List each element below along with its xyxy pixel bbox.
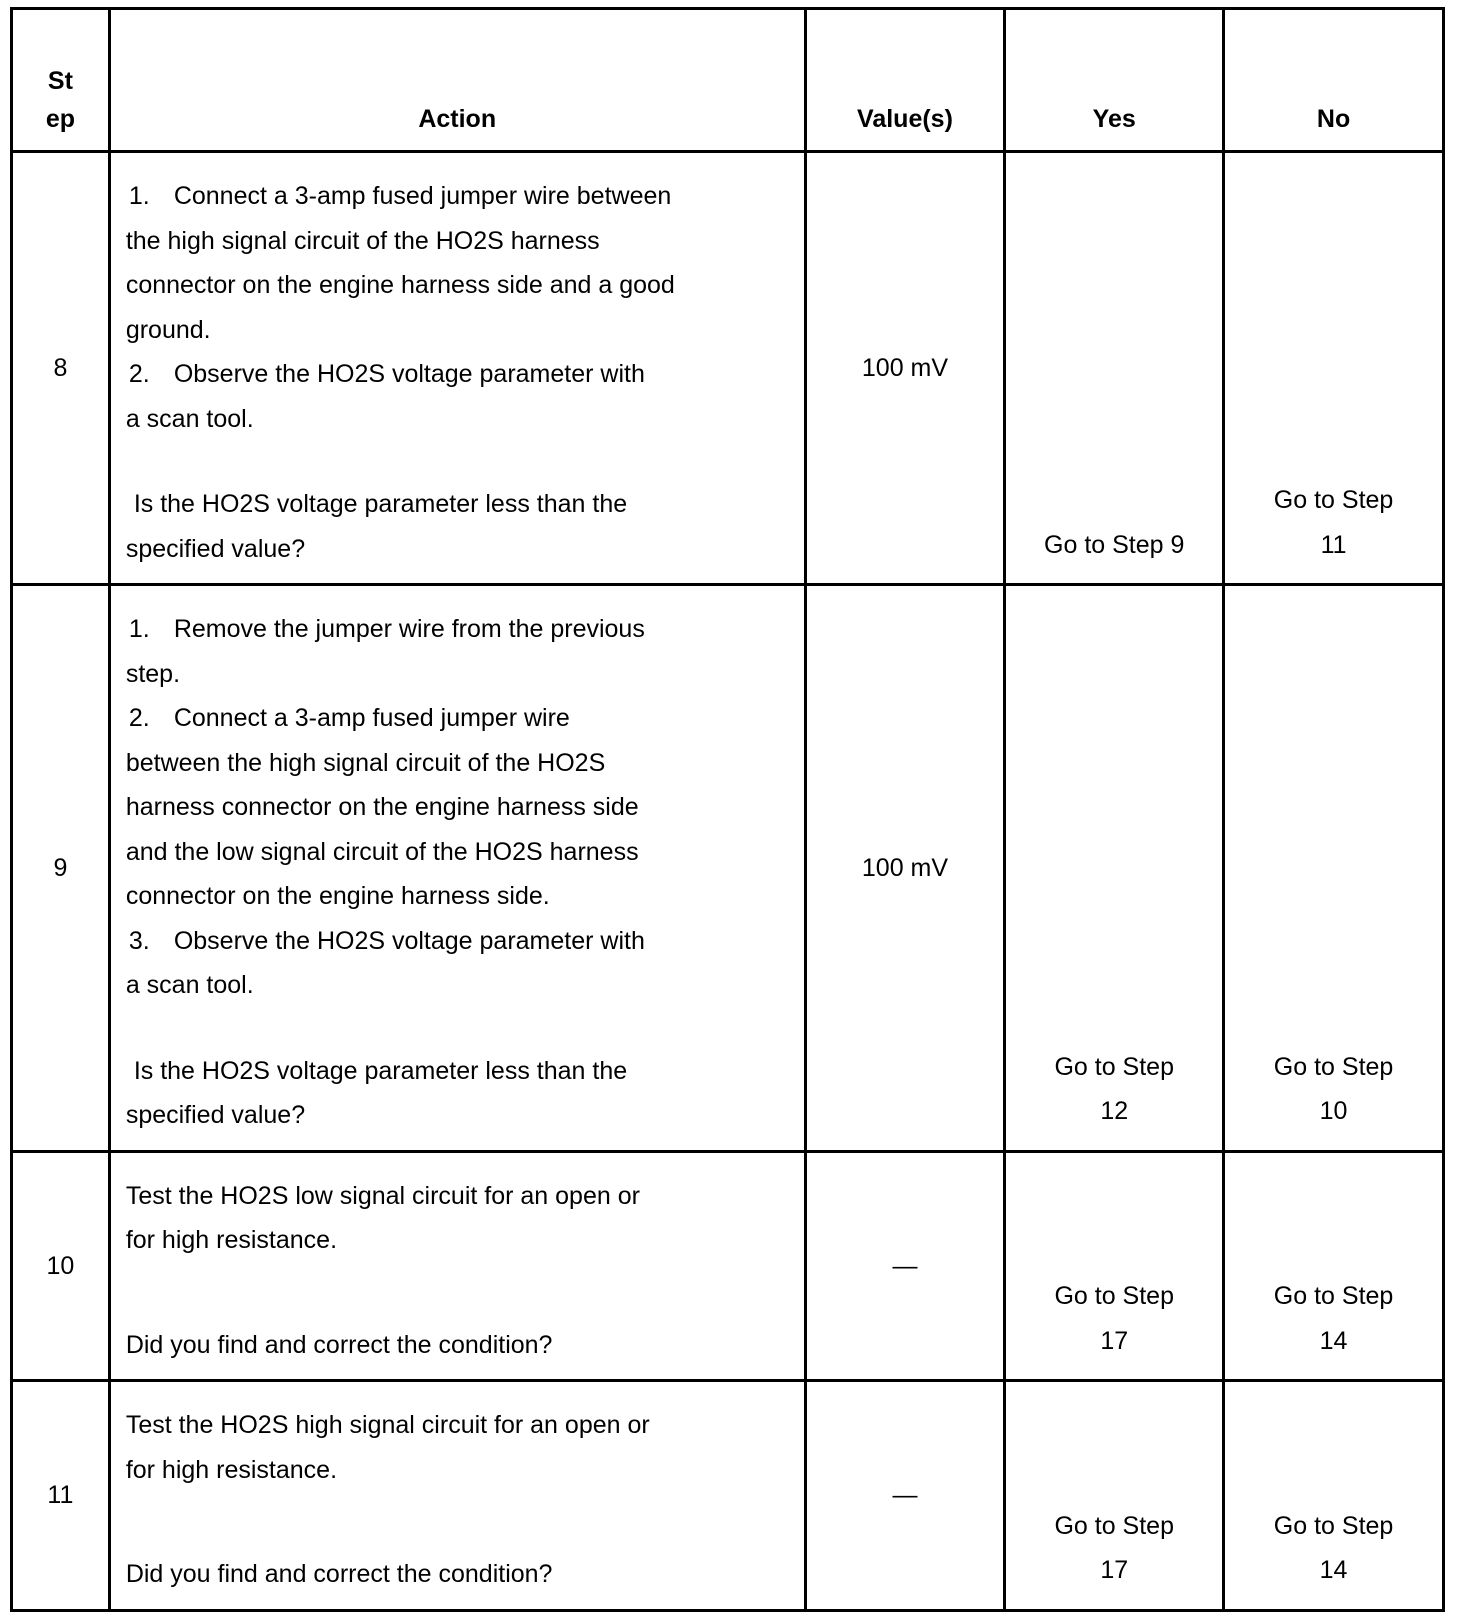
question-line: Is the HO2S voltage parameter less than the xyxy=(133,490,628,518)
action-item-line: the high signal circuit of the HO2S harness xyxy=(125,226,600,255)
action-cell xyxy=(109,585,805,1152)
action-text-line: Test the HO2S low signal circuit for an open or xyxy=(125,1181,640,1210)
yes-go-to: Go to Step xyxy=(1054,1511,1174,1540)
step-number: 8 xyxy=(12,152,110,585)
no-step-number: 14 xyxy=(1319,1556,1348,1584)
action-item-line: harness connector on the engine harness side xyxy=(125,793,639,821)
action-item-line: 3. Observe the HO2S voltage parameter with xyxy=(128,926,645,955)
value-cell: — xyxy=(805,1151,1005,1381)
action-item-line: 2. Connect a 3-amp fused jumper wire xyxy=(128,704,570,732)
no-cell xyxy=(1224,1381,1444,1611)
yes-cell xyxy=(1005,585,1224,1152)
question-line: Did you find and correct the condition? xyxy=(125,1330,553,1359)
no-step-number: 10 xyxy=(1319,1097,1348,1125)
yes-go-to: Go to Step xyxy=(1054,1052,1174,1081)
yes-go-to: Go to Step xyxy=(1054,1282,1174,1310)
yes-cell xyxy=(1005,1381,1224,1611)
step-number: 9 xyxy=(12,585,110,1152)
header-no: No xyxy=(1224,9,1444,152)
question-line: Did you find and correct the condition? xyxy=(125,1560,553,1588)
header-value: Value(s) xyxy=(805,9,1005,152)
no-step-number: 11 xyxy=(1320,530,1347,559)
table-row xyxy=(12,1381,1444,1611)
no-cell xyxy=(1224,1151,1444,1381)
table-row xyxy=(12,585,1444,1152)
action-item-line: 1. Connect a 3-amp fused jumper wire between xyxy=(128,182,672,210)
action-item-line: between the high signal circuit of the HO2S xyxy=(125,748,606,777)
action-text-line: Test the HO2S high signal circuit for an open or xyxy=(125,1411,650,1439)
yes-cell xyxy=(1005,1151,1224,1381)
action-item-line: a scan tool. xyxy=(125,404,254,433)
question-line: specified value? xyxy=(125,534,306,563)
no-go-to: Go to Step xyxy=(1273,1052,1394,1081)
value-cell: 100 mV xyxy=(805,585,1005,1152)
yes-go-to: Go to Step 9 xyxy=(1044,530,1185,559)
no-step-number: 14 xyxy=(1319,1326,1348,1355)
table-row xyxy=(12,152,1444,585)
header-step xyxy=(12,9,110,152)
header-row xyxy=(12,9,1444,152)
action-item-line: connector on the engine harness side and a good xyxy=(125,271,675,299)
question-line: specified value? xyxy=(125,1101,306,1129)
action-text-line: for high resistance. xyxy=(125,1226,338,1254)
value-cell: 100 mV xyxy=(805,152,1005,585)
table-row xyxy=(12,1151,1444,1381)
action-item-line: step. xyxy=(125,659,181,688)
yes-step-number: 17 xyxy=(1100,1326,1129,1355)
action-cell xyxy=(109,152,805,585)
no-go-to: Go to Step xyxy=(1273,1282,1394,1310)
step-number: 10 xyxy=(12,1151,110,1381)
action-item-line: 1. Remove the jumper wire from the previous xyxy=(128,615,645,643)
value-cell: — xyxy=(805,1381,1005,1611)
action-item-line: a scan tool. xyxy=(125,971,254,999)
header-action: Action xyxy=(109,9,805,152)
action-item-line: connector on the engine harness side. xyxy=(125,882,550,910)
step-number: 11 xyxy=(12,1381,110,1611)
action-cell xyxy=(109,1381,805,1611)
action-text-line: for high resistance. xyxy=(125,1455,338,1484)
header-step-line1: St xyxy=(47,67,73,95)
header-step-line2: ep xyxy=(45,105,75,133)
action-item-line: 2. Observe the HO2S voltage parameter with xyxy=(128,360,645,388)
yes-step-number: 17 xyxy=(1100,1556,1129,1584)
header-yes: Yes xyxy=(1005,9,1224,152)
no-go-to: Go to Step xyxy=(1273,1511,1394,1540)
yes-step-number: 12 xyxy=(1100,1097,1129,1125)
action-item-line: ground. xyxy=(125,315,211,344)
action-item-line: and the low signal circuit of the HO2S harness xyxy=(125,837,639,866)
no-go-to: Go to Step xyxy=(1273,486,1394,514)
action-cell xyxy=(109,1151,805,1381)
no-cell xyxy=(1224,152,1444,585)
question-line: Is the HO2S voltage parameter less than the xyxy=(133,1056,628,1085)
yes-cell xyxy=(1005,152,1224,585)
diagnostic-table xyxy=(10,7,1445,1612)
no-cell xyxy=(1224,585,1444,1152)
